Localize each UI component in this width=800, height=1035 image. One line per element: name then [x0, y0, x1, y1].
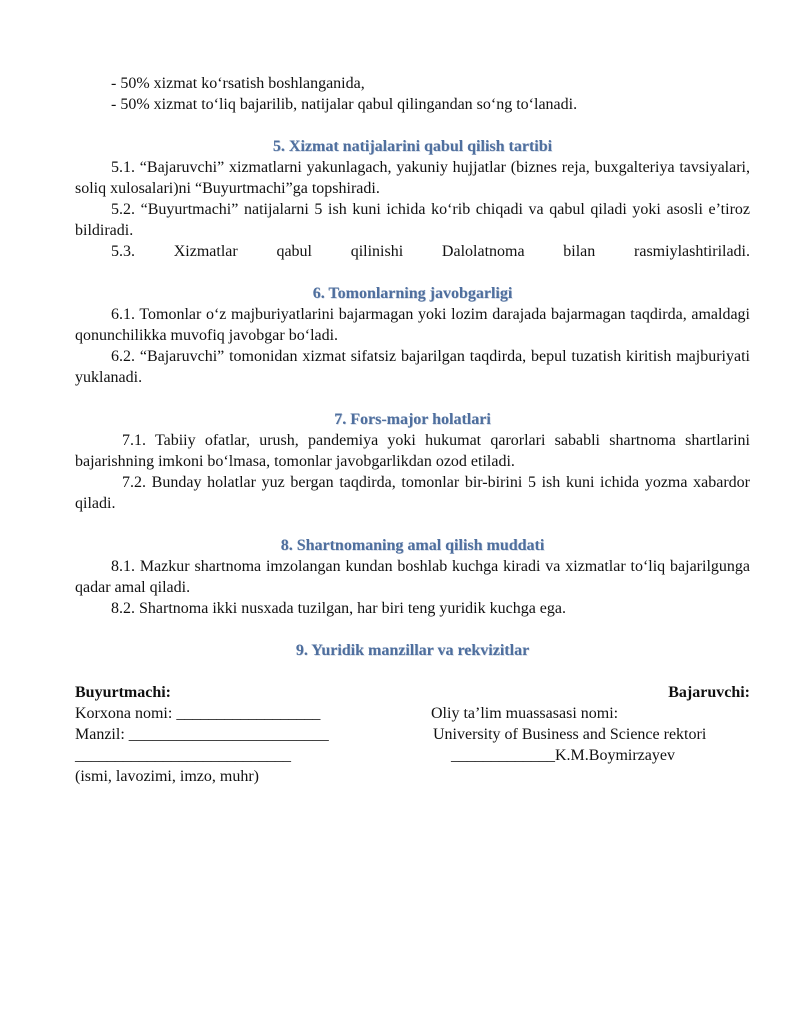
clause-7-1: 7.1. Tabiiy ofatlar, urush, pandemiya yoki hukumat qarorlari sababli shartnoma shartlarini bajarishning imkoni bo‘lmasa, tomonlar javobgarlikdan ozod etiladi.: [75, 432, 750, 470]
clause-6-1: 6.1. Tomonlar o‘z majburiyatlarini bajarmagan yoki lozim darajada bajarmagan taqdirda, amaldagi qonunchilikka muvofiq javobgar bo‘ladi.: [75, 306, 750, 344]
clause-8-1: 8.1. Mazkur shartnoma imzolangan kundan boshlab kuchga kiradi va xizmatlar to‘liq bajarilgunga qadar amal qiladi.: [75, 558, 750, 596]
clause-5-3: 5.3. Xizmatlar qabul qilinishi Dalolatnoma bilan rasmiylashtiriladi.: [111, 243, 750, 260]
clause-5-1: 5.1. “Bajaruvchi” xizmatlarni yakunlagach, yakuniy hujjatlar (biznes reja, buxgalteriya tavsiyalari, soliq xulosalari)ni “Buyurtmachi”ga topshiradi.: [75, 159, 750, 197]
signature-row-1: [75, 703, 750, 724]
customer-heading: Buyurtmachi:: [75, 684, 171, 701]
section-6-heading: 6. Tomonlarning javobgarligi: [312, 285, 513, 302]
executor-institution-label: Oliy ta’lim muassasasi nomi:: [431, 705, 619, 722]
payment-term-1: - 50% xizmat ko‘rsatish boshlanganida,: [111, 75, 365, 92]
clause-6-2: 6.2. “Bajaruvchi” tomonidan xizmat sifatsiz bajarilgan taqdirda, bepul tuzatish kiritish majburiyati yuklanadi.: [75, 348, 750, 386]
section-5-heading: 5. Xizmat natijalarini qabul qilish tartibi: [272, 138, 553, 155]
document-body: [75, 73, 750, 787]
section-7-heading: 7. Fors-major holatlari: [334, 411, 491, 428]
customer-signature-note: (ismi, lavozimi, imzo, muhr): [75, 768, 259, 785]
customer-address-field: Manzil: _________________________: [75, 726, 329, 743]
payment-term-2: - 50% xizmat to‘liq bajarilib, natijalar qabul qilingandan so‘ng to‘lanadi.: [111, 96, 578, 113]
signature-row-3: [75, 745, 750, 766]
signature-headings-row: [75, 682, 750, 703]
customer-company-field: Korxona nomi: __________________: [75, 705, 321, 722]
section-9-heading: 9. Yuridik manzillar va rekvizitlar: [295, 642, 530, 659]
section-8-heading: 8. Shartnomaning amal qilish muddati: [280, 537, 545, 554]
clause-5-2: 5.2. “Buyurtmachi” natijalarni 5 ish kuni ichida ko‘rib chiqadi va qabul qiladi yoki asosli e’tiroz bildiradi.: [75, 201, 750, 239]
executor-heading: Bajaruvchi:: [668, 684, 750, 701]
executor-rector-title: University of Business and Science rektori: [433, 726, 707, 743]
customer-signature-line: ___________________________: [75, 747, 291, 764]
signature-row-4: [75, 766, 750, 787]
executor-signature: _____________K.M.Boymirzayev: [451, 747, 675, 764]
clause-8-2: 8.2. Shartnoma ikki nusxada tuzilgan, har biri teng yuridik kuchga ega.: [111, 600, 566, 617]
signature-row-2: [75, 724, 750, 745]
clause-7-2: 7.2. Bunday holatlar yuz bergan taqdirda, tomonlar bir-birini 5 ish kuni ichida yozma xabardor qiladi.: [75, 474, 750, 512]
signature-block: [75, 682, 750, 787]
